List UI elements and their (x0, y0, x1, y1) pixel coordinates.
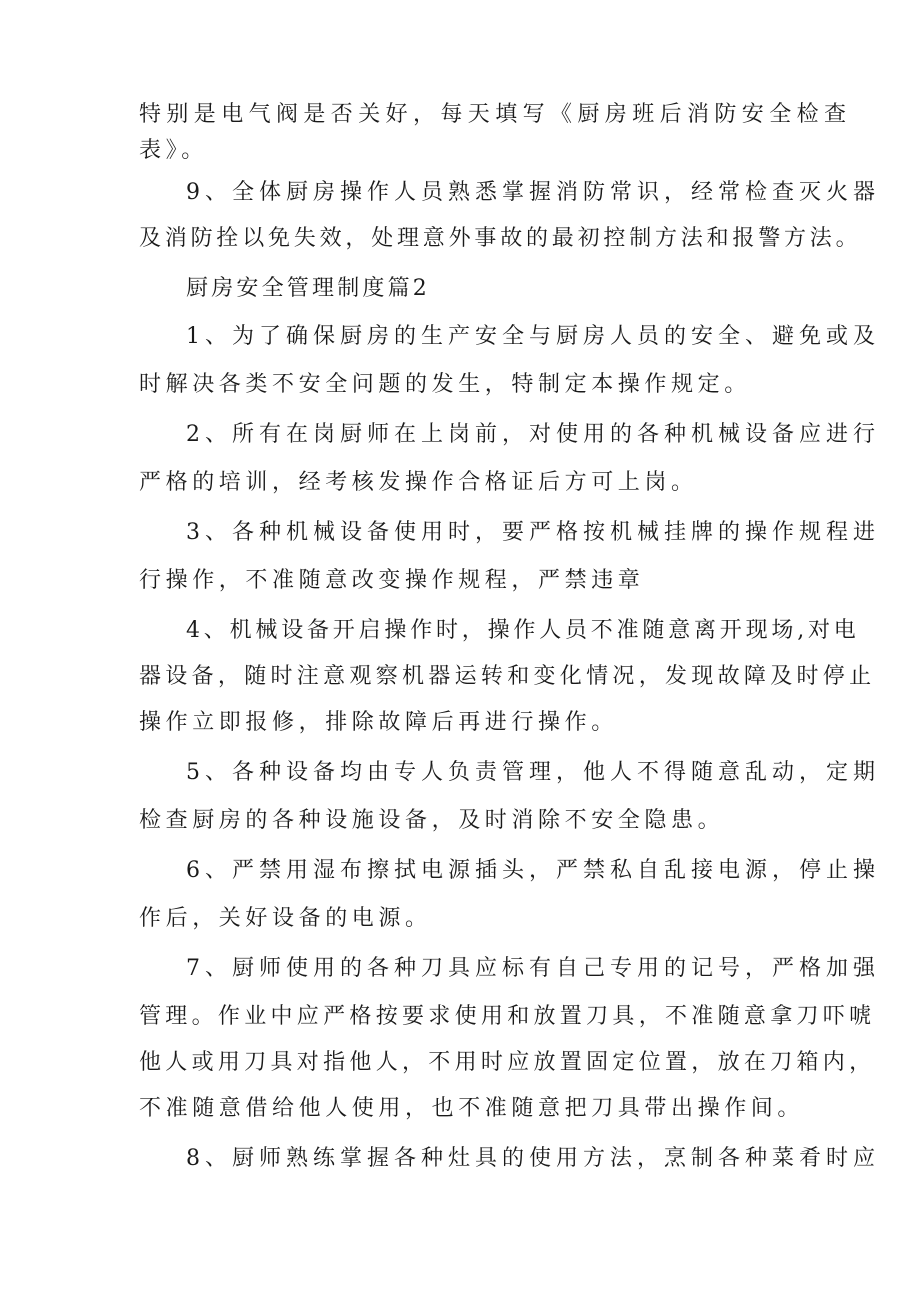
section-heading: 厨房安全管理制度篇2 (186, 276, 430, 301)
text-line: 作后，关好设备的电源。 (139, 906, 432, 931)
paragraph-7: 7、厨师使用的各种刀具应标有自己专用的记号，严格加强 (186, 956, 880, 981)
text-line: 及消防拴以免失效，处理意外事故的最初控制方法和报警方法。 (139, 226, 862, 251)
text-line: 表》。 (139, 138, 208, 163)
paragraph-3: 3、各种机械设备使用时，要严格按机械挂牌的操作规程进 (186, 520, 880, 545)
text-line: 特别是电气阀是否关好，每天填写《厨房班后消防安全检查 (139, 102, 852, 127)
paragraph-1: 1、为了确保厨房的生产安全与厨房人员的安全、避免或及 (186, 324, 880, 349)
paragraph-2: 2、所有在岗厨师在上岗前，对使用的各种机械设备应进行 (186, 422, 880, 447)
text-line: 器设备，随时注意观察机器运转和变化情况，发现故障及时停止 (139, 664, 876, 689)
text-line: 行操作，不准随意改变操作规程，严禁违章 (139, 568, 645, 593)
paragraph-8: 8、厨师熟练掌握各种灶具的使用方法，烹制各种菜肴时应 (186, 1146, 880, 1171)
text-line: 严格的培训，经考核发操作合格证后方可上岗。 (139, 470, 698, 495)
text-line: 他人或用刀具对指他人，不用时应放置固定位置，放在刀箱内， (139, 1050, 876, 1075)
paragraph-4: 4、机械设备开启操作时，操作人员不准随意离开现场,对电 (186, 618, 860, 643)
text-line: 管理。作业中应严格按要求使用和放置刀具，不准随意拿刀吓唬 (139, 1004, 876, 1029)
paragraph-6: 6、严禁用湿布擦拭电源插头，严禁私自乱接电源，停止操 (186, 858, 880, 883)
text-line: 检查厨房的各种设施设备，及时消除不安全隐患。 (139, 808, 725, 833)
paragraph-9: 9、全体厨房操作人员熟悉掌握消防常识，经常检查灭火器 (186, 180, 880, 205)
text-line: 时解决各类不安全问题的发生，特制定本操作规定。 (139, 372, 751, 397)
paragraph-5: 5、各种设备均由专人负责管理，他人不得随意乱动，定期 (186, 760, 880, 785)
text-line: 操作立即报修，排除故障后再进行操作。 (139, 710, 618, 735)
text-line: 不准随意借给他人使用，也不准随意把刀具带出操作间。 (139, 1096, 805, 1121)
